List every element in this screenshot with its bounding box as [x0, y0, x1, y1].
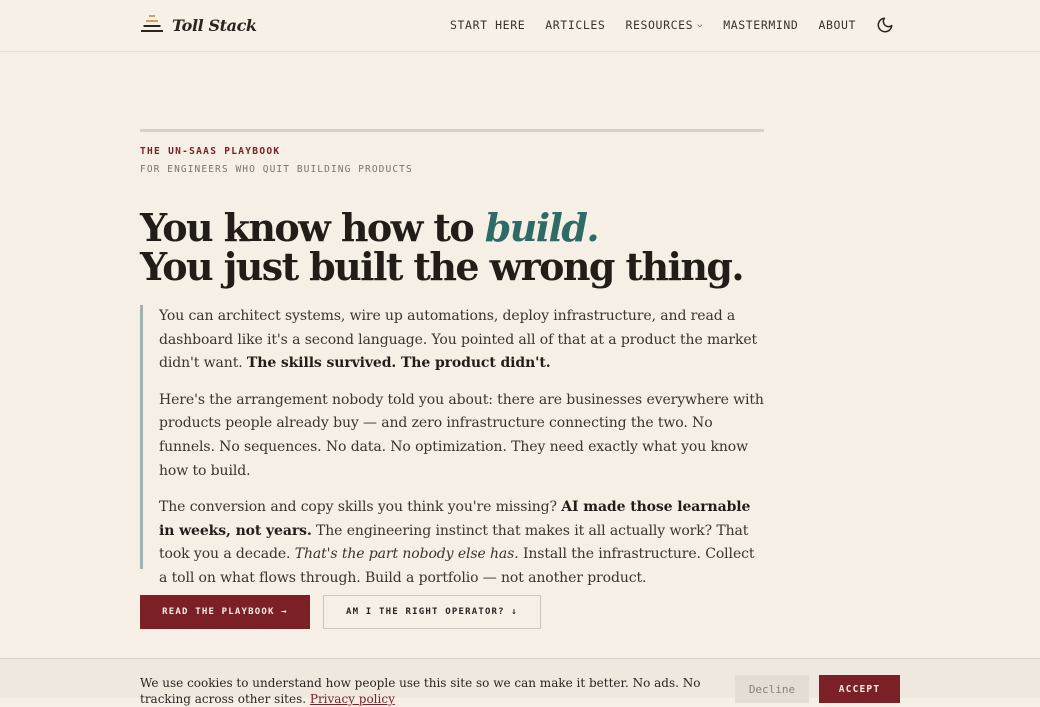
brand-logo[interactable] — [140, 14, 257, 36]
cookie-banner — [0, 658, 1040, 706]
hero-headline: You know how to build. You just built the wrong thing. — [140, 205, 743, 289]
eyebrow-label: THE UN-SAAS PLAYBOOK — [140, 146, 281, 157]
privacy-policy-link[interactable]: Privacy policy — [309, 692, 395, 706]
intro-paragraph-3: The conversion and copy skills you think you're missing? AI made those learnable in weeks, not years. The engineering instinct that makes it all actually work? That took you a decade. That's the part nobody else has. Install the infrastructure. Collect a toll on what flows through. Build a portfolio — not another product. — [159, 499, 755, 586]
subeyebrow-label: FOR ENGINEERS WHO QUIT BUILDING PRODUCTS — [140, 164, 413, 175]
intro-paragraph-1: You can architect systems, wire up automations, deploy infrastructure, and read a dashboard like it's a second language. You pointed all of that at a product the market didn't want. The skills survived. The product didn't. — [159, 308, 758, 372]
chevron-down-icon: ⌵ — [697, 20, 704, 30]
moon-icon[interactable] — [876, 16, 894, 34]
nav-mastermind[interactable]: MASTERMIND — [723, 18, 799, 32]
nav-resources[interactable]: RESOURCES ⌵ — [625, 18, 704, 32]
intro-blockquote — [140, 305, 764, 586]
cookie-message: We use cookies to understand how people use this site so we can make it better. No ads. No tracking across other sites. Privacy policy — [140, 676, 701, 706]
toll-stack-logo-icon — [140, 14, 164, 36]
main-nav — [450, 18, 856, 32]
section-divider — [140, 129, 764, 132]
nav-articles[interactable]: ARTICLES — [545, 18, 606, 32]
nav-about[interactable]: ABOUT — [818, 18, 857, 32]
decline-button[interactable]: Decline — [735, 675, 809, 703]
read-playbook-button[interactable]: READ THE PLAYBOOK → — [140, 595, 310, 629]
brand-name: Toll Stack — [172, 15, 257, 35]
intro-paragraph-2: Here's the arrangement nobody told you about: there are businesses everywhere with products people already buy — and zero infrastructure connecting the two. No funnels. No sequences. No data. No optimization. They need exactly what you know how to build. — [159, 391, 764, 479]
headline-accent: build. — [484, 205, 598, 250]
right-operator-button[interactable]: AM I THE RIGHT OPERATOR? ↓ — [323, 595, 541, 629]
accept-button[interactable]: ACCEPT — [819, 675, 900, 703]
nav-start-here[interactable]: START HERE — [450, 18, 526, 32]
site-header — [0, 0, 1040, 52]
